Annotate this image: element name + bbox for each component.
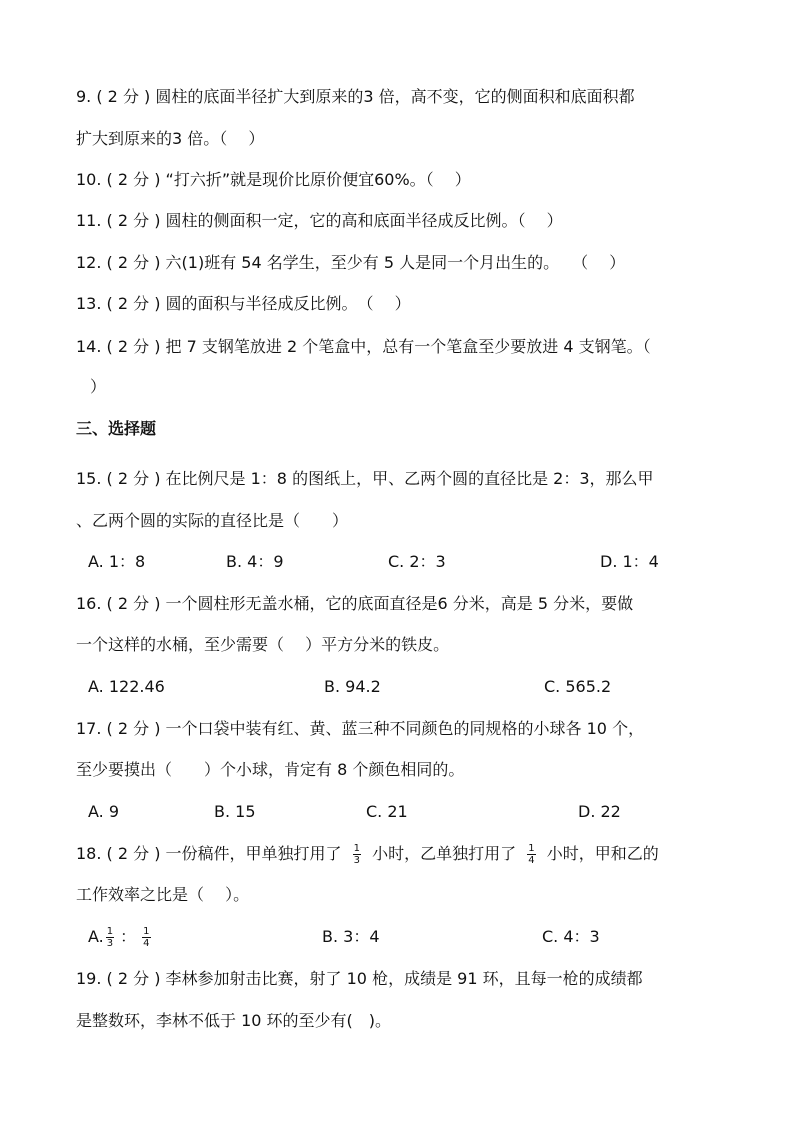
option-d: D. 22 bbox=[578, 802, 621, 821]
fraction-denominator: 4 bbox=[143, 938, 150, 949]
question-14-line-2: ） bbox=[90, 377, 107, 396]
question-12: 12. ( 2 分 ) 六(1)班有 54 名学生，至少有 5 人是同一个月出生的。 （ ） bbox=[76, 253, 626, 272]
option-c: C. 21 bbox=[366, 802, 408, 821]
option-c: C. 4：3 bbox=[542, 927, 600, 946]
question-15-line-2: 、乙两个圆的实际的直径比是（ ） bbox=[76, 511, 349, 530]
option-a: A. 1：8 bbox=[88, 552, 146, 571]
option-b: B. 4：9 bbox=[226, 552, 284, 571]
option-a: A. 122.46 bbox=[88, 677, 165, 696]
question-9-line-1: 9. ( 2 分 ) 圆柱的底面半径扩大到原来的3 倍，高不变，它的侧面积和底面积都 bbox=[76, 87, 635, 106]
question-18-line-2: 工作效率之比是（ ）。 bbox=[76, 885, 250, 904]
question-14-line-1: 14. ( 2 分 ) 把 7 支钢笔放进 2 个笔盒中，总有一个笔盒至少要放进 4 支钢笔。（ bbox=[76, 337, 651, 356]
option-d: D. 1：4 bbox=[600, 552, 659, 571]
fraction-denominator: 3 bbox=[353, 855, 361, 866]
question-17-line-2: 至少要摸出（ ）个小球，肯定有 8 个颜色相同的。 bbox=[76, 760, 465, 779]
question-18-text-a: 18. ( 2 分 ) 一份稿件，甲单独打用了 bbox=[76, 844, 342, 863]
fraction-denominator: 4 bbox=[528, 855, 535, 866]
fraction-one-fourth bbox=[142, 926, 150, 949]
question-11: 11. ( 2 分 ) 圆柱的侧面积一定，它的高和底面半径成反比例。（ ） bbox=[76, 211, 563, 230]
question-13: 13. ( 2 分 ) 圆的面积与半径成反比例。 （ ） bbox=[76, 294, 411, 313]
option-a-prefix: A. bbox=[88, 927, 104, 946]
question-16-line-2: 一个这样的水桶，至少需要（ ）平方分米的铁皮。 bbox=[76, 635, 450, 654]
fraction-one-third bbox=[353, 843, 361, 866]
fraction-numerator: 1 bbox=[528, 843, 535, 854]
fraction-numerator: 1 bbox=[106, 926, 114, 937]
option-a bbox=[88, 926, 157, 948]
fraction-one-third bbox=[106, 926, 114, 949]
section-heading: 三、选择题 bbox=[76, 419, 157, 438]
question-15-line-1: 15. ( 2 分 ) 在比例尺是 1：8 的图纸上，甲、乙两个圆的直径比是 2：3，那么甲 bbox=[76, 469, 654, 488]
question-19-line-1: 19. ( 2 分 ) 李林参加射击比赛，射了 10 枪，成绩是 91 环，且每一枪的成绩都 bbox=[76, 969, 643, 988]
question-17-line-1: 17. ( 2 分 ) 一个口袋中装有红、黄、蓝三种不同颜色的同规格的小球各 10 个， bbox=[76, 719, 645, 738]
option-b: B. 15 bbox=[214, 802, 256, 821]
option-c: C. 565.2 bbox=[544, 677, 612, 696]
option-a: A. 9 bbox=[88, 802, 120, 821]
option-c: C. 2：3 bbox=[388, 552, 446, 571]
fraction-numerator: 1 bbox=[353, 843, 361, 854]
question-16-line-1: 16. ( 2 分 ) 一个圆柱形无盖水桶，它的底面直径是6 分米，高是 5 分米，要做 bbox=[76, 594, 634, 613]
question-10: 10. ( 2 分 ) “打六折”就是现价比原价便宜60%。（ ） bbox=[76, 170, 471, 189]
question-19-line-2: 是整数环，李林不低于 10 环的至少有( )。 bbox=[76, 1011, 392, 1030]
option-b: B. 94.2 bbox=[324, 677, 381, 696]
question-18-text-b: 小时，乙单独打用了 bbox=[372, 844, 517, 863]
fraction-one-fourth bbox=[527, 843, 535, 866]
question-18-line-1 bbox=[76, 843, 659, 865]
ratio-separator: ： bbox=[120, 927, 137, 946]
question-9-line-2: 扩大到原来的3 倍。（ ） bbox=[76, 129, 265, 148]
option-b: B. 3：4 bbox=[322, 927, 380, 946]
fraction-numerator: 1 bbox=[143, 926, 150, 937]
fraction-denominator: 3 bbox=[106, 938, 114, 949]
question-18-text-c: 小时，甲和乙的 bbox=[546, 844, 659, 863]
